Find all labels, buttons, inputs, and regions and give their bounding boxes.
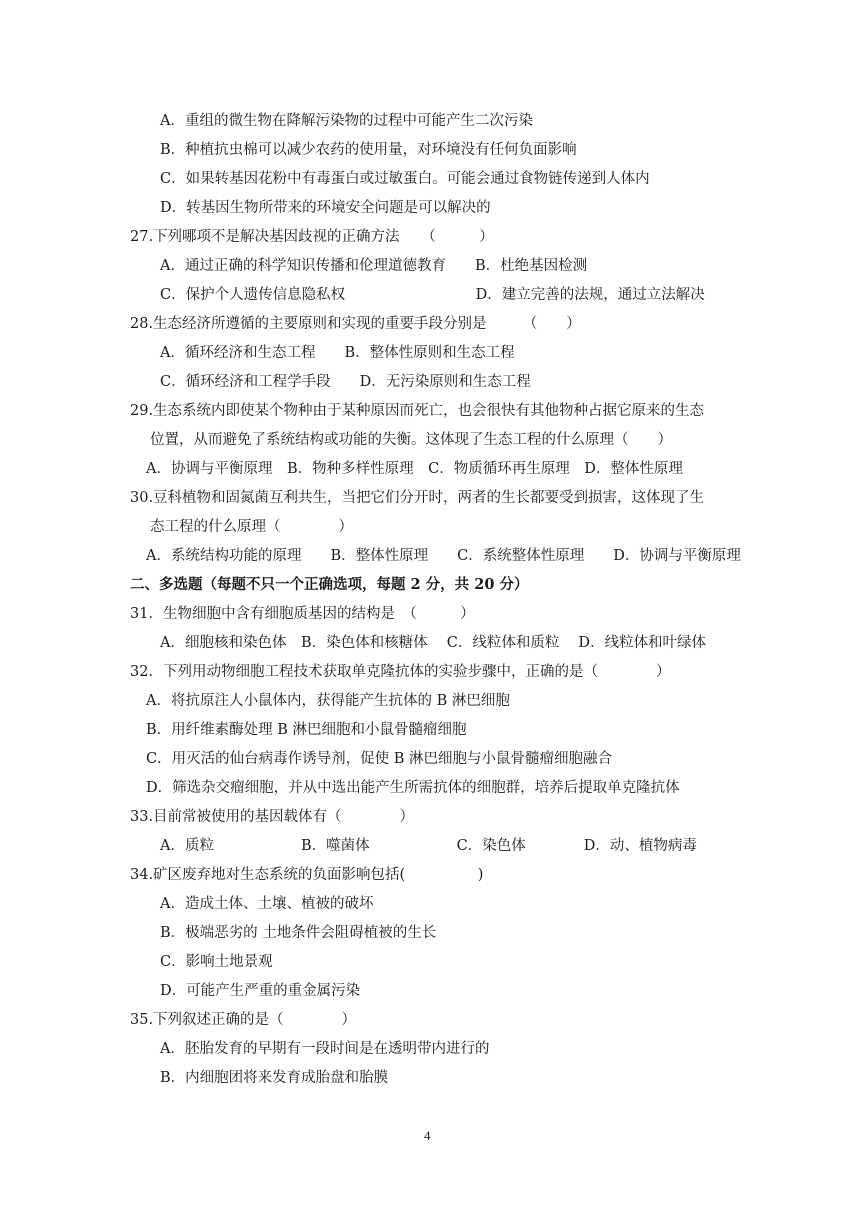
q26-option-a: A．重组的微生物在降解污染物的过程中可能产生二次污染 — [160, 113, 533, 129]
q34-stem: 34.矿区废弃地对生态系统的负面影响包括( ) — [130, 867, 484, 883]
q35-option-b: B．内细胞团将来发育成胎盘和胎膜 — [160, 1070, 389, 1086]
q32-option-b: B．用纤维素酶处理 B 淋巴细胞和小鼠骨髓瘤细胞 — [146, 722, 467, 738]
q29-options: A．协调与平衡原理 B．物种多样性原理 C．物质循环再生原理 D．整体性原理 — [146, 461, 683, 477]
q27-options-cd: C．保护个人遗传信息隐私权 D．建立完善的法规，通过立法解决 — [160, 287, 705, 303]
q27-options-ab: A．通过正确的科学知识传播和伦理道德教育 B．杜绝基因检测 — [160, 258, 588, 274]
q32-option-d: D．筛选杂交瘤细胞，并从中选出能产生所需抗体的细胞群，培养后提取单克隆抗体 — [146, 780, 680, 796]
q33-options: A．质粒 B．噬菌体 C．染色体 D．动、植物病毒 — [160, 838, 697, 854]
q32-option-c: C．用灭活的仙台病毒作诱导剂，促使 B 淋巴细胞与小鼠骨髓瘤细胞融合 — [146, 751, 612, 767]
q34-option-c: C．影响土地景观 — [160, 954, 273, 970]
q28-options-ab: A．循环经济和生态工程 B．整体性原则和生态工程 — [160, 345, 515, 361]
q34-option-d: D．可能产生严重的重金属污染 — [160, 983, 361, 999]
q32-option-a: A．将抗原注人小鼠体内，获得能产生抗体的 B 淋巴细胞 — [146, 693, 510, 709]
q35-option-a: A．胚胎发育的早期有一段时间是在透明带内进行的 — [160, 1041, 490, 1057]
q34-option-b: B．极端恶劣的 土地条件会阻碍植被的生长 — [160, 925, 437, 941]
q31-stem: 31．生物细胞中含有细胞质基因的结构是 （ ） — [130, 606, 475, 622]
q29-stem: 29.生态系统内即使某个物种由于某种原因而死亡，也会很快有其他物种占据它原来的生态 — [130, 403, 705, 419]
q30-options: A．系统结构功能的原理 B．整体性原理 C．系统整体性原理 D．协调与平衡原理 — [146, 548, 741, 564]
q34-option-a: A．造成土体、土壤、植被的破坏 — [160, 896, 374, 912]
q28-options-cd: C．循环经济和工程学手段 D．无污染原则和生态工程 — [160, 374, 531, 390]
q33-stem: 33.目前常被使用的基因载体有（ ） — [130, 809, 415, 825]
q31-options: A．细胞核和染色体 B．染色体和核糖体 C．线粒体和质粒 D．线粒体和叶绿体 — [160, 635, 707, 651]
q26-option-d: D．转基因生物所带来的环境安全问题是可以解决的 — [160, 200, 491, 216]
q27-stem: 27.下列哪项不是解决基因歧视的正确方法 （ ） — [130, 229, 494, 245]
section-heading-multiple-choice: 二、多选题（每题不只一个正确选项，每题 2 分，共 20 分） — [130, 576, 529, 593]
q32-stem: 32．下列用动物细胞工程技术获取单克隆抗体的实验步骤中，正确的是（ ） — [130, 664, 671, 680]
q26-option-b: B．种植抗虫棉可以减少农药的使用量，对环境没有任何负面影响 — [160, 142, 577, 158]
q30-stem: 30.豆科植物和固氮菌互利共生，当把它们分开时，两者的生长都要受到损害，这体现了生 — [130, 490, 705, 506]
q29-stem-cont: 位置，从而避免了系统结构或功能的失衡。这体现了生态工程的什么原理（ ） — [150, 432, 672, 448]
page-number: 4 — [424, 1128, 431, 1143]
q28-stem: 28.生态经济所遵循的主要原则和实现的重要手段分别是 （ ） — [130, 316, 581, 332]
q26-option-c: C．如果转基因花粉中有毒蛋白或过敏蛋白。可能会通过食物链传递到人体内 — [160, 171, 650, 187]
q30-stem-cont: 态工程的什么原理（ ） — [150, 519, 353, 535]
q35-stem: 35.下列叙述正确的是（ ） — [130, 1012, 357, 1028]
